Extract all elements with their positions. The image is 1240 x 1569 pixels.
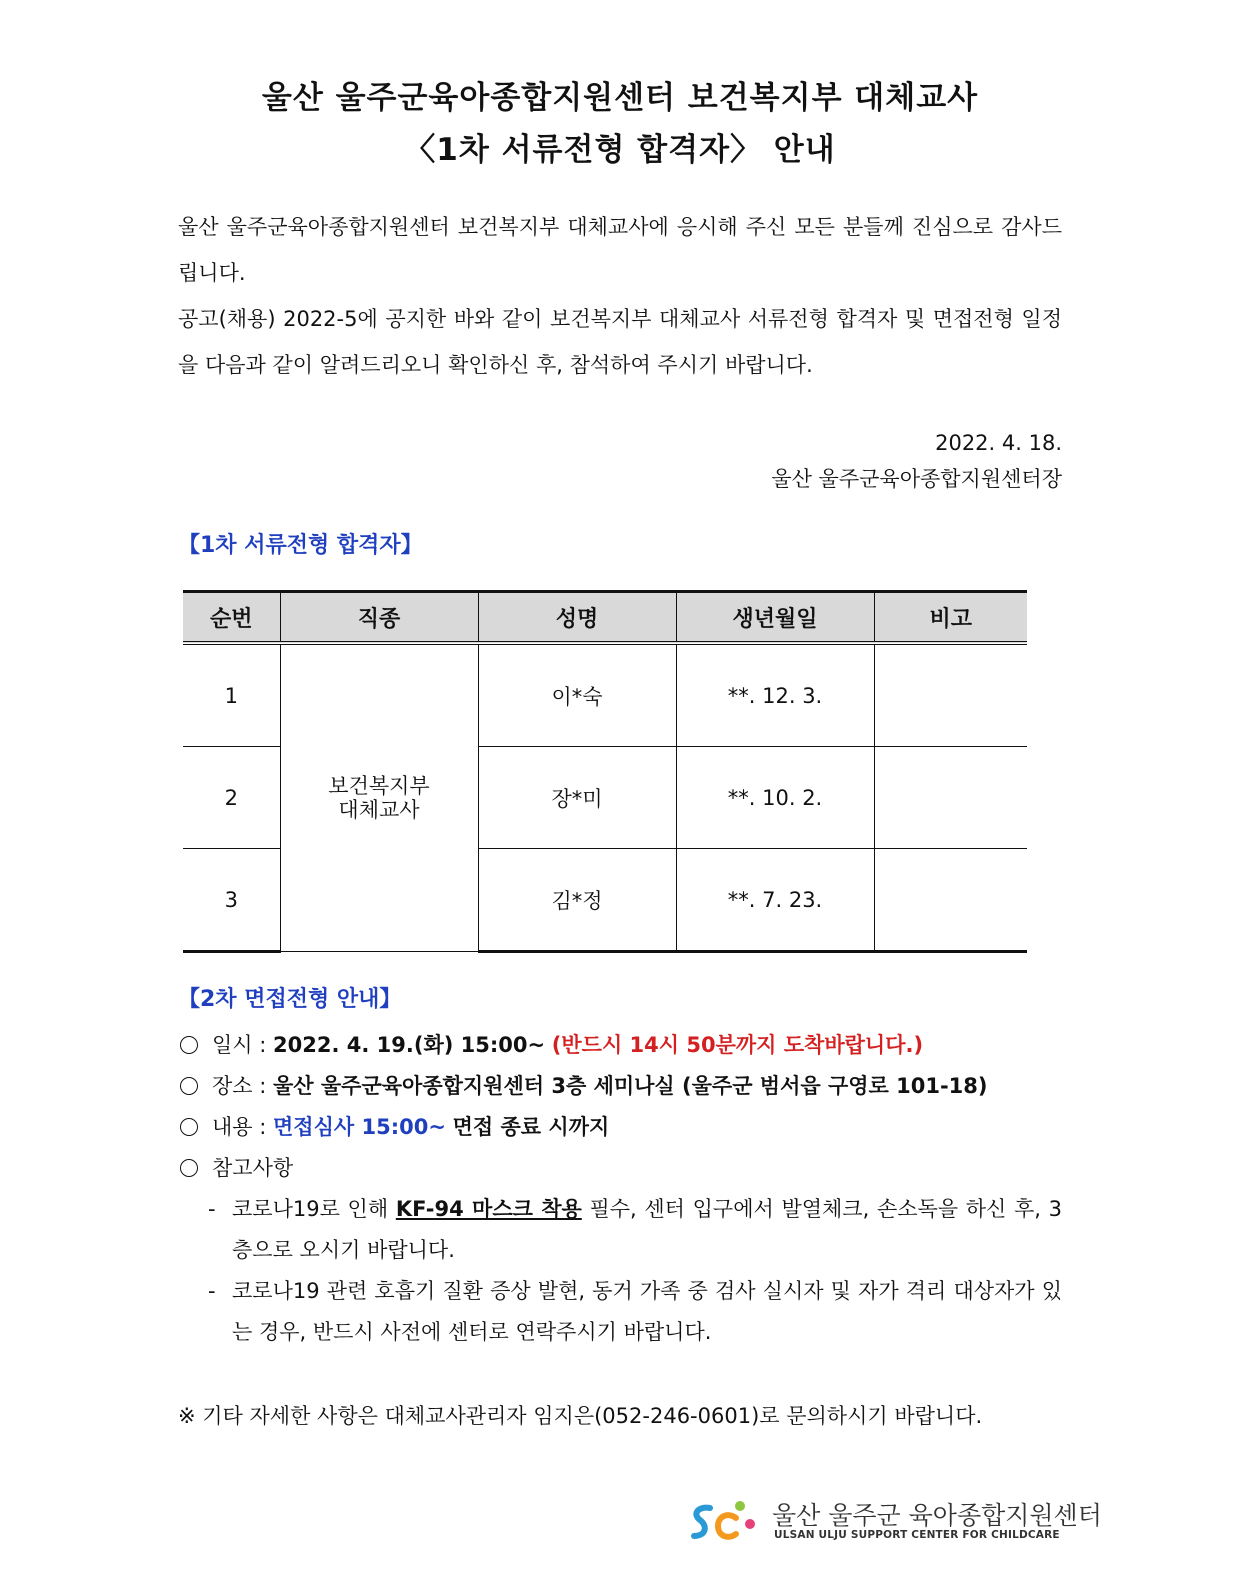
table-row xyxy=(183,643,1027,747)
job-line1: 보건복지부 xyxy=(328,774,430,798)
cell-name: 이*숙 xyxy=(478,643,676,747)
mask-requirement: KF-94 마스크 착용 xyxy=(395,1197,582,1221)
circle-bullet-icon xyxy=(180,1077,198,1095)
col-header-no: 순번 xyxy=(183,592,280,644)
interview-place: 울산 울주군육아종합지원센터 3층 세미나실 (울주군 범서읍 구영로 101-18) xyxy=(273,1074,988,1098)
reference-item-1: - 코로나19로 인해 KF-94 마스크 착용 필수, 센터 입구에서 발열체크, 손소독을 하신 후, 3층으로 오시기 바랍니다. xyxy=(208,1197,1063,1262)
cell-name: 장*미 xyxy=(478,747,676,849)
center-name-korean: 울산 울주군 육아종합지원센터 xyxy=(772,1501,1102,1530)
cell-no: 3 xyxy=(183,849,280,952)
signature-block xyxy=(771,425,1062,497)
document-title-line2: 〈1차 서류전형 합격자〉 안내 xyxy=(404,132,836,168)
info-date: 일시 : 2022. 4. 19.(화) 15:00~ (반드시 14시 50분까지 도착바랍니다.) xyxy=(178,1025,1062,1066)
circle-bullet-icon xyxy=(180,1036,198,1054)
cell-no: 1 xyxy=(183,643,280,747)
notice-date: 2022. 4. 18. xyxy=(935,431,1062,455)
cell-note xyxy=(874,643,1027,747)
interview-datetime: 2022. 4. 19.(화) 15:00~ xyxy=(273,1033,546,1057)
info-reference: 참고사항 xyxy=(178,1148,1062,1189)
info-place: 장소 : 울산 울주군육아종합지원센터 3층 세미나실 (울주군 범서읍 구영로 101-18) xyxy=(178,1066,1062,1107)
cell-birth: **. 7. 23. xyxy=(676,849,874,952)
cell-job xyxy=(280,643,478,952)
cell-birth: **. 10. 2. xyxy=(676,747,874,849)
col-header-name: 성명 xyxy=(478,592,676,644)
cell-no: 2 xyxy=(183,747,280,849)
document-title-line1: 울산 울주군육아종합지원센터 보건복지부 대체교사 xyxy=(261,80,979,116)
col-header-note: 비고 xyxy=(874,592,1027,644)
info-content: 내용 : 면접심사 15:00~ 면접 종료 시까지 xyxy=(178,1107,1062,1148)
section1-heading: 【1차 서류전형 합격자】 xyxy=(178,533,423,558)
center-logo-icon xyxy=(688,1496,760,1546)
section2-heading: 【2차 면접전형 안내】 xyxy=(178,987,402,1012)
circle-bullet-icon xyxy=(180,1159,198,1177)
interview-info xyxy=(178,1025,1062,1353)
cell-birth: **. 12. 3. xyxy=(676,643,874,747)
reference-item-2: - 코로나19 관련 호흡기 질환 증상 발현, 동거 가족 중 검사 실시자 및 자가 격리 대상자가 있는 경우, 반드시 사전에 센터로 연락주시기 바랍니다. xyxy=(208,1279,1062,1344)
cell-note xyxy=(874,747,1027,849)
cell-note xyxy=(874,849,1027,952)
intro-paragraph-2: 공고(채용) 2022-5에 공지한 바와 같이 보건복지부 대체교사 서류전형 합격자 및 면접전형 일정을 다음과 같이 알려드리오니 확인하신 후, 참석하여 주시기 바랍니다. xyxy=(178,307,1062,377)
interview-content-rest: 면접 종료 시까지 xyxy=(452,1115,610,1139)
cell-name: 김*정 xyxy=(478,849,676,952)
job-line2: 대체교사 xyxy=(338,798,420,822)
arrival-note: (반드시 14시 50분까지 도착바랍니다.) xyxy=(551,1033,924,1057)
center-name-english: ULSAN ULJU SUPPORT CENTER FOR CHILDCARE xyxy=(774,1529,1060,1541)
reference-list xyxy=(208,1189,1062,1353)
center-logo xyxy=(688,1496,1102,1546)
passers-table xyxy=(183,590,1027,953)
table-header-row xyxy=(183,592,1027,644)
issuer: 울산 울주군육아종합지원센터장 xyxy=(771,467,1062,491)
interview-content-time: 면접심사 15:00~ xyxy=(273,1115,446,1139)
contact-note: ※ 기타 자세한 사항은 대체교사관리자 임지은(052-246-0601)로 문의하시기 바랍니다. xyxy=(178,1404,983,1428)
col-header-job: 직종 xyxy=(280,592,478,644)
intro-paragraph-1: 울산 울주군육아종합지원센터 보건복지부 대체교사에 응시해 주신 모든 분들께 진심으로 감사드립니다. xyxy=(178,215,1062,285)
col-header-birth: 생년월일 xyxy=(676,592,874,644)
intro-text xyxy=(178,204,1062,388)
circle-bullet-icon xyxy=(180,1118,198,1136)
